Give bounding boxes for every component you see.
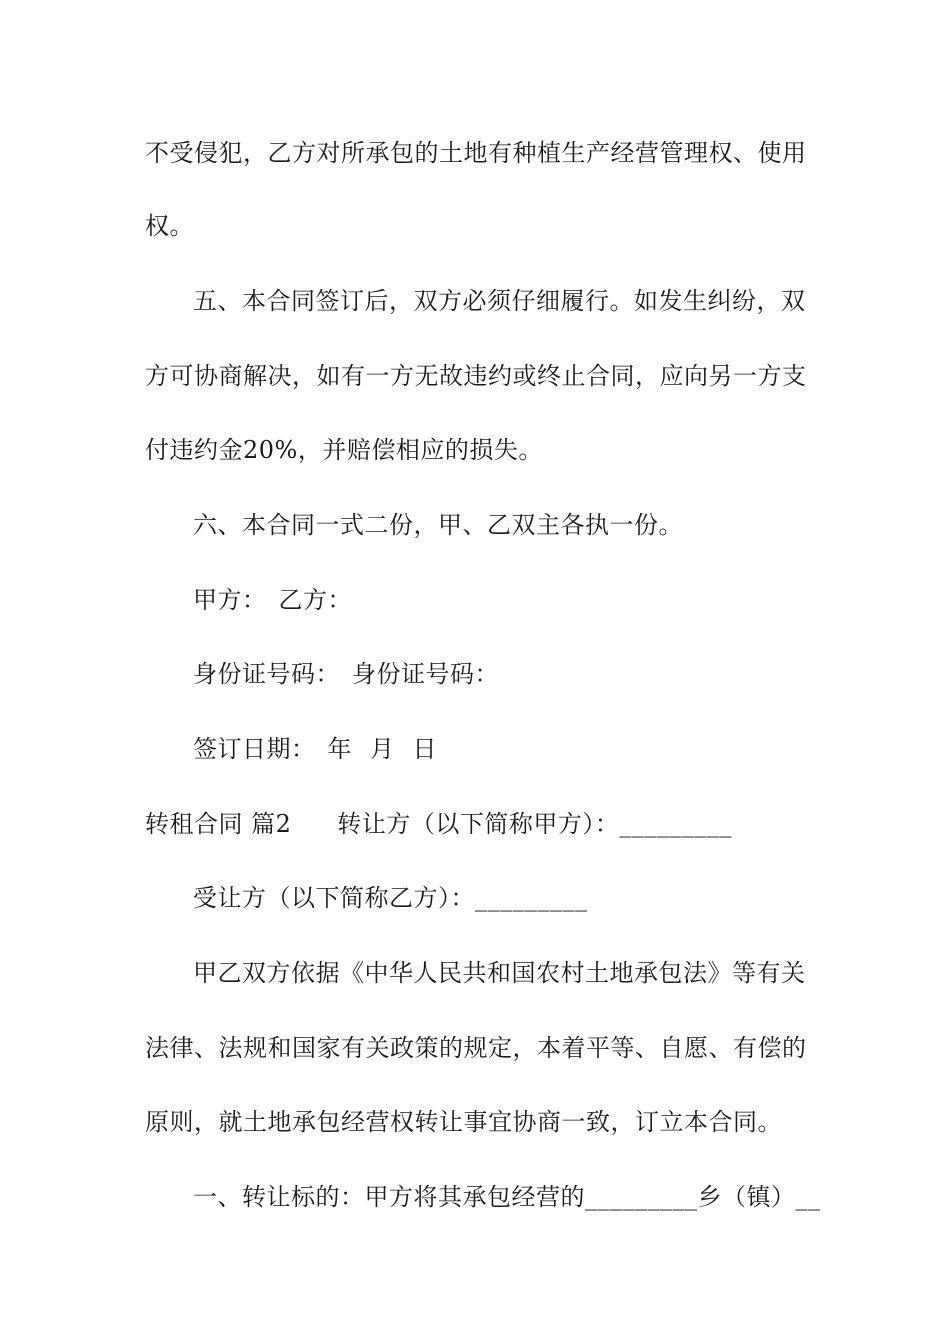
para-1-line-3: 原则，就土地承包经营权转让事宜协商一致，订立本合同。 [145, 1108, 782, 1136]
party-labels [193, 585, 352, 615]
section-2-heading-line [145, 809, 732, 839]
clause-5-line-1: 五、本合同签订后，双方必须仔细履行。如发生纠纷，双 [193, 287, 806, 315]
party-a-label: 甲方： [193, 586, 267, 614]
sign-date [193, 734, 437, 764]
text-line-2: 权。 [145, 212, 194, 240]
date-month: 月 [370, 735, 395, 763]
party-b-label: 乙方： [278, 586, 352, 614]
clause-5-line-2: 方可协商解决，如有一方无故违约或终止合同，应向另一方支 [145, 362, 807, 390]
id-a-label: 身份证号码： [193, 660, 340, 688]
id-labels [193, 659, 499, 689]
section-2-heading: 转租合同 篇2 [145, 810, 292, 838]
para-1-line-1: 甲乙双方依据《中华人民共和国农村土地承包法》等有关 [193, 959, 806, 987]
clause-6: 六、本合同一式二份，甲、乙双主各执一份。 [193, 511, 683, 539]
date-label: 签订日期： [193, 735, 316, 763]
clause-5-line-3: 付违约金20%，并赔偿相应的损失。 [145, 436, 543, 464]
id-b-label: 身份证号码： [352, 660, 499, 688]
transferor-line: 转让方（以下简称甲方）：_________ [337, 810, 732, 838]
text-line-1: 不受侵犯，乙方对所承包的土地有种植生产经营管理权、使用 [145, 139, 807, 167]
item-1-line: 一、转让标的：甲方将其承包经营的_________乡（镇）__ [193, 1183, 821, 1211]
transferee-line: 受让方（以下简称乙方）：_________ [193, 884, 588, 912]
date-day: 日 [412, 735, 437, 763]
date-year: 年 [327, 735, 352, 763]
para-1-line-2: 法律、法规和国家有关政策的规定，本着平等、自愿、有偿的 [145, 1034, 807, 1062]
